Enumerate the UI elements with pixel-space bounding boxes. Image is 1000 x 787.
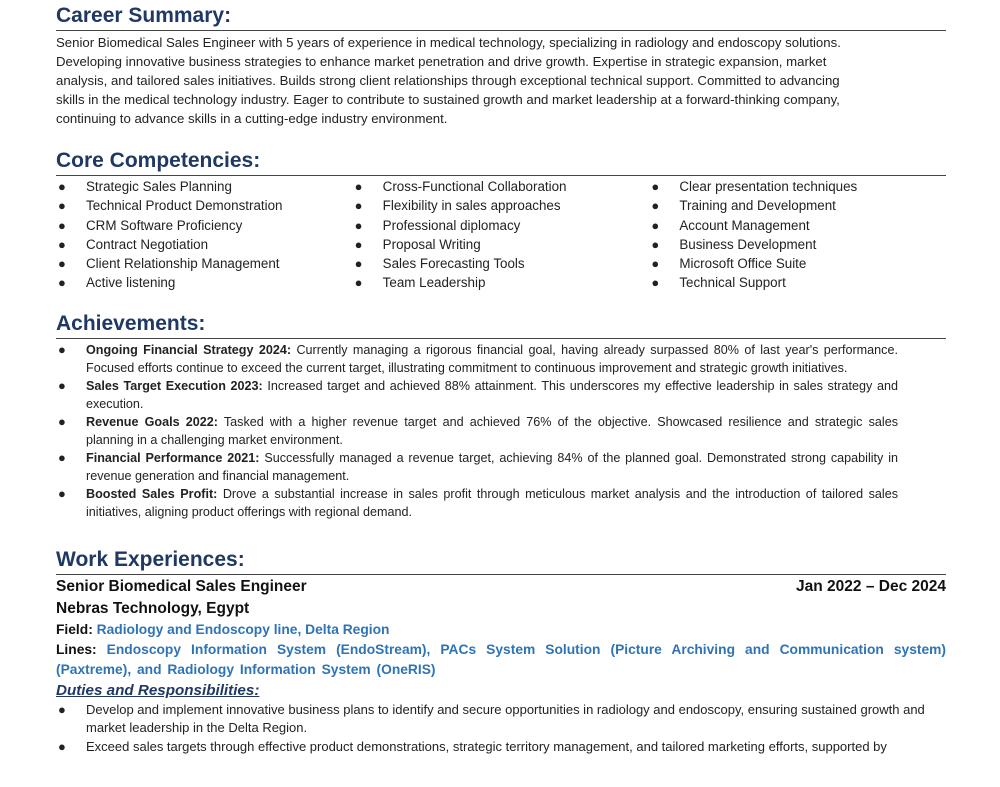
achievement-label: Revenue Goals 2022: — [86, 414, 218, 429]
bullet-icon: ● — [354, 217, 363, 233]
competencies-grid — [56, 176, 946, 293]
bullet-icon: ● — [651, 236, 660, 252]
achievements-list — [56, 339, 898, 521]
competency-item: ● Technical Support — [649, 273, 946, 292]
competency-item: ● Team Leadership — [353, 273, 650, 292]
duties-title: Duties and Responsibilities: — [56, 681, 260, 699]
achievement-label: Financial Performance 2021: — [86, 450, 260, 465]
competency-item: ● Cross-Functional Collaboration — [353, 177, 650, 196]
achievement-text: Increased target and achieved 88% attainment. This underscores my effective leadership in sales strategy and execution. — [86, 378, 898, 411]
competency-item: ● Proposal Writing — [353, 235, 650, 254]
competency-item: ● Account Management — [649, 216, 946, 235]
bullet-icon: ● — [58, 275, 66, 291]
duty-item: ● Exceed sales targets through effective product demonstrations, strategic territory management, and tailored marketing efforts, supported by — [56, 738, 946, 757]
achievement-text: Successfully managed a revenue target, achieving 84% of the planned goal. Demonstrated strong capability in revenue generation and financial management. — [86, 450, 898, 483]
bullet-icon: ● — [354, 198, 363, 214]
competency-item: ● Client Relationship Management — [56, 254, 353, 273]
achievements-title: Achievements: — [56, 311, 206, 335]
achievement-text: Drove a substantial increase in sales profit through meticulous market analysis and the introduction of tailored sales initiatives, aligning product offerings with regional demand. — [86, 486, 898, 519]
summary-line: Developing innovative business strategies to enhance market penetration and drive growth. Expertise in strategic expansion, market — [56, 54, 827, 69]
competencies-column — [649, 177, 946, 293]
bullet-icon: ● — [354, 275, 363, 291]
bullet-icon: ● — [58, 377, 66, 393]
job-header — [56, 575, 946, 597]
competency-item: ● Clear presentation techniques — [649, 177, 946, 196]
achievement-item — [56, 413, 898, 449]
core-competencies-section — [56, 128, 946, 293]
bullet-icon: ● — [58, 217, 66, 233]
achievement-item — [56, 377, 898, 413]
achievement-item — [56, 341, 898, 377]
bullet-icon: ● — [58, 701, 66, 717]
competency-item: ● Contract Negotiation — [56, 235, 353, 254]
achievement-item — [56, 449, 898, 485]
duty-item: ● Develop and implement innovative business plans to identify and secure opportunities in radiology and endoscopy, ensuring sustained growth and market leadership in the Delta Region. — [58, 701, 925, 736]
core-competencies-title: Core Competencies: — [56, 149, 261, 172]
field-row — [56, 620, 946, 640]
summary-line: skills in the medical technology industry. Eager to contribute to sustained growth and market leadership at a forward-thinking company, — [56, 92, 840, 107]
career-summary-text — [56, 31, 946, 128]
achievement-label: Sales Target Execution 2023: — [86, 378, 263, 393]
achievement-text: Tasked with a higher revenue target and achieved 76% of the objective. Showcased resilience and strategic sales planning in a challenging market environment. — [86, 414, 899, 447]
duties-list — [56, 701, 946, 757]
work-experiences-title: Work Experiences: — [56, 547, 245, 571]
competency-item: ● Sales Forecasting Tools — [353, 254, 650, 273]
bullet-icon: ● — [58, 179, 66, 194]
company-name: Nebras Technology, Egypt — [56, 599, 250, 617]
achievement-label: Ongoing Financial Strategy 2024: — [86, 342, 292, 357]
field-value: Radiology and Endoscopy line, Delta Region — [96, 621, 390, 637]
competency-item: ● CRM Software Proficiency — [56, 216, 353, 235]
bullet-icon: ● — [58, 738, 66, 754]
bullet-icon: ● — [58, 341, 66, 357]
competency-item: ● Business Development — [649, 235, 946, 254]
career-summary-section — [56, 0, 946, 128]
competency-item: ● Microsoft Office Suite — [649, 254, 946, 273]
resume-page — [56, 0, 946, 756]
summary-line: Senior Biomedical Sales Engineer with 5 years of experience in medical technology, specializing in radiology and endoscopy solutions. — [56, 35, 841, 50]
competency-item: ● Flexibility in sales approaches — [353, 196, 650, 215]
bullet-icon: ● — [58, 198, 66, 214]
achievements-section — [56, 293, 946, 521]
summary-line: continuing to advance skills in a cutting-edge industry environment. — [56, 111, 448, 126]
bullet-icon: ● — [354, 179, 363, 194]
competency-item: ● Strategic Sales Planning — [56, 177, 353, 196]
bullet-icon: ● — [651, 275, 660, 291]
career-summary-title: Career Summary: — [56, 4, 232, 27]
competency-item: ● Technical Product Demonstration — [56, 196, 353, 215]
competencies-column — [56, 177, 353, 293]
competency-item: ● Professional diplomacy — [353, 216, 650, 235]
lines-value: Endoscopy Information System (EndoStream), PACs System Solution (Picture Archiving and Communication system) (Paxtreme), and Radiology Information System (OneRIS) — [56, 641, 946, 677]
bullet-icon: ● — [354, 236, 363, 252]
bullet-icon: ● — [58, 236, 66, 252]
summary-line: analysis, and tailored sales initiatives. Builds strong client relationships through exceptional technical support. Committed to advancing — [56, 73, 840, 88]
bullet-icon: ● — [58, 413, 66, 429]
achievement-label: Boosted Sales Profit: — [86, 486, 218, 501]
work-experiences-section — [56, 521, 946, 757]
competencies-column — [353, 177, 650, 293]
field-label: Field: — [56, 621, 93, 637]
competency-item: ● Training and Development — [649, 196, 946, 215]
bullet-icon: ● — [651, 217, 660, 233]
bullet-icon: ● — [651, 179, 660, 194]
bullet-icon: ● — [58, 449, 66, 465]
job-title: Senior Biomedical Sales Engineer — [56, 577, 307, 595]
bullet-icon: ● — [651, 198, 660, 214]
lines-row — [56, 640, 946, 680]
achievement-item — [56, 485, 898, 521]
achievement-text: Currently managing a rigorous financial goal, having already surpassed 80% of last year's performance. Focused efforts continue to exceed the current target, illustrating commitment to continuous improvement and strategic growth initiatives. — [86, 342, 898, 375]
bullet-icon: ● — [58, 256, 66, 272]
bullet-icon: ● — [58, 485, 66, 501]
job-dates: Jan 2022 – Dec 2024 — [796, 577, 946, 595]
lines-label: Lines: — [56, 641, 97, 657]
bullet-icon: ● — [354, 256, 363, 272]
competency-item: ● Active listening — [56, 273, 353, 292]
bullet-icon: ● — [651, 256, 660, 272]
